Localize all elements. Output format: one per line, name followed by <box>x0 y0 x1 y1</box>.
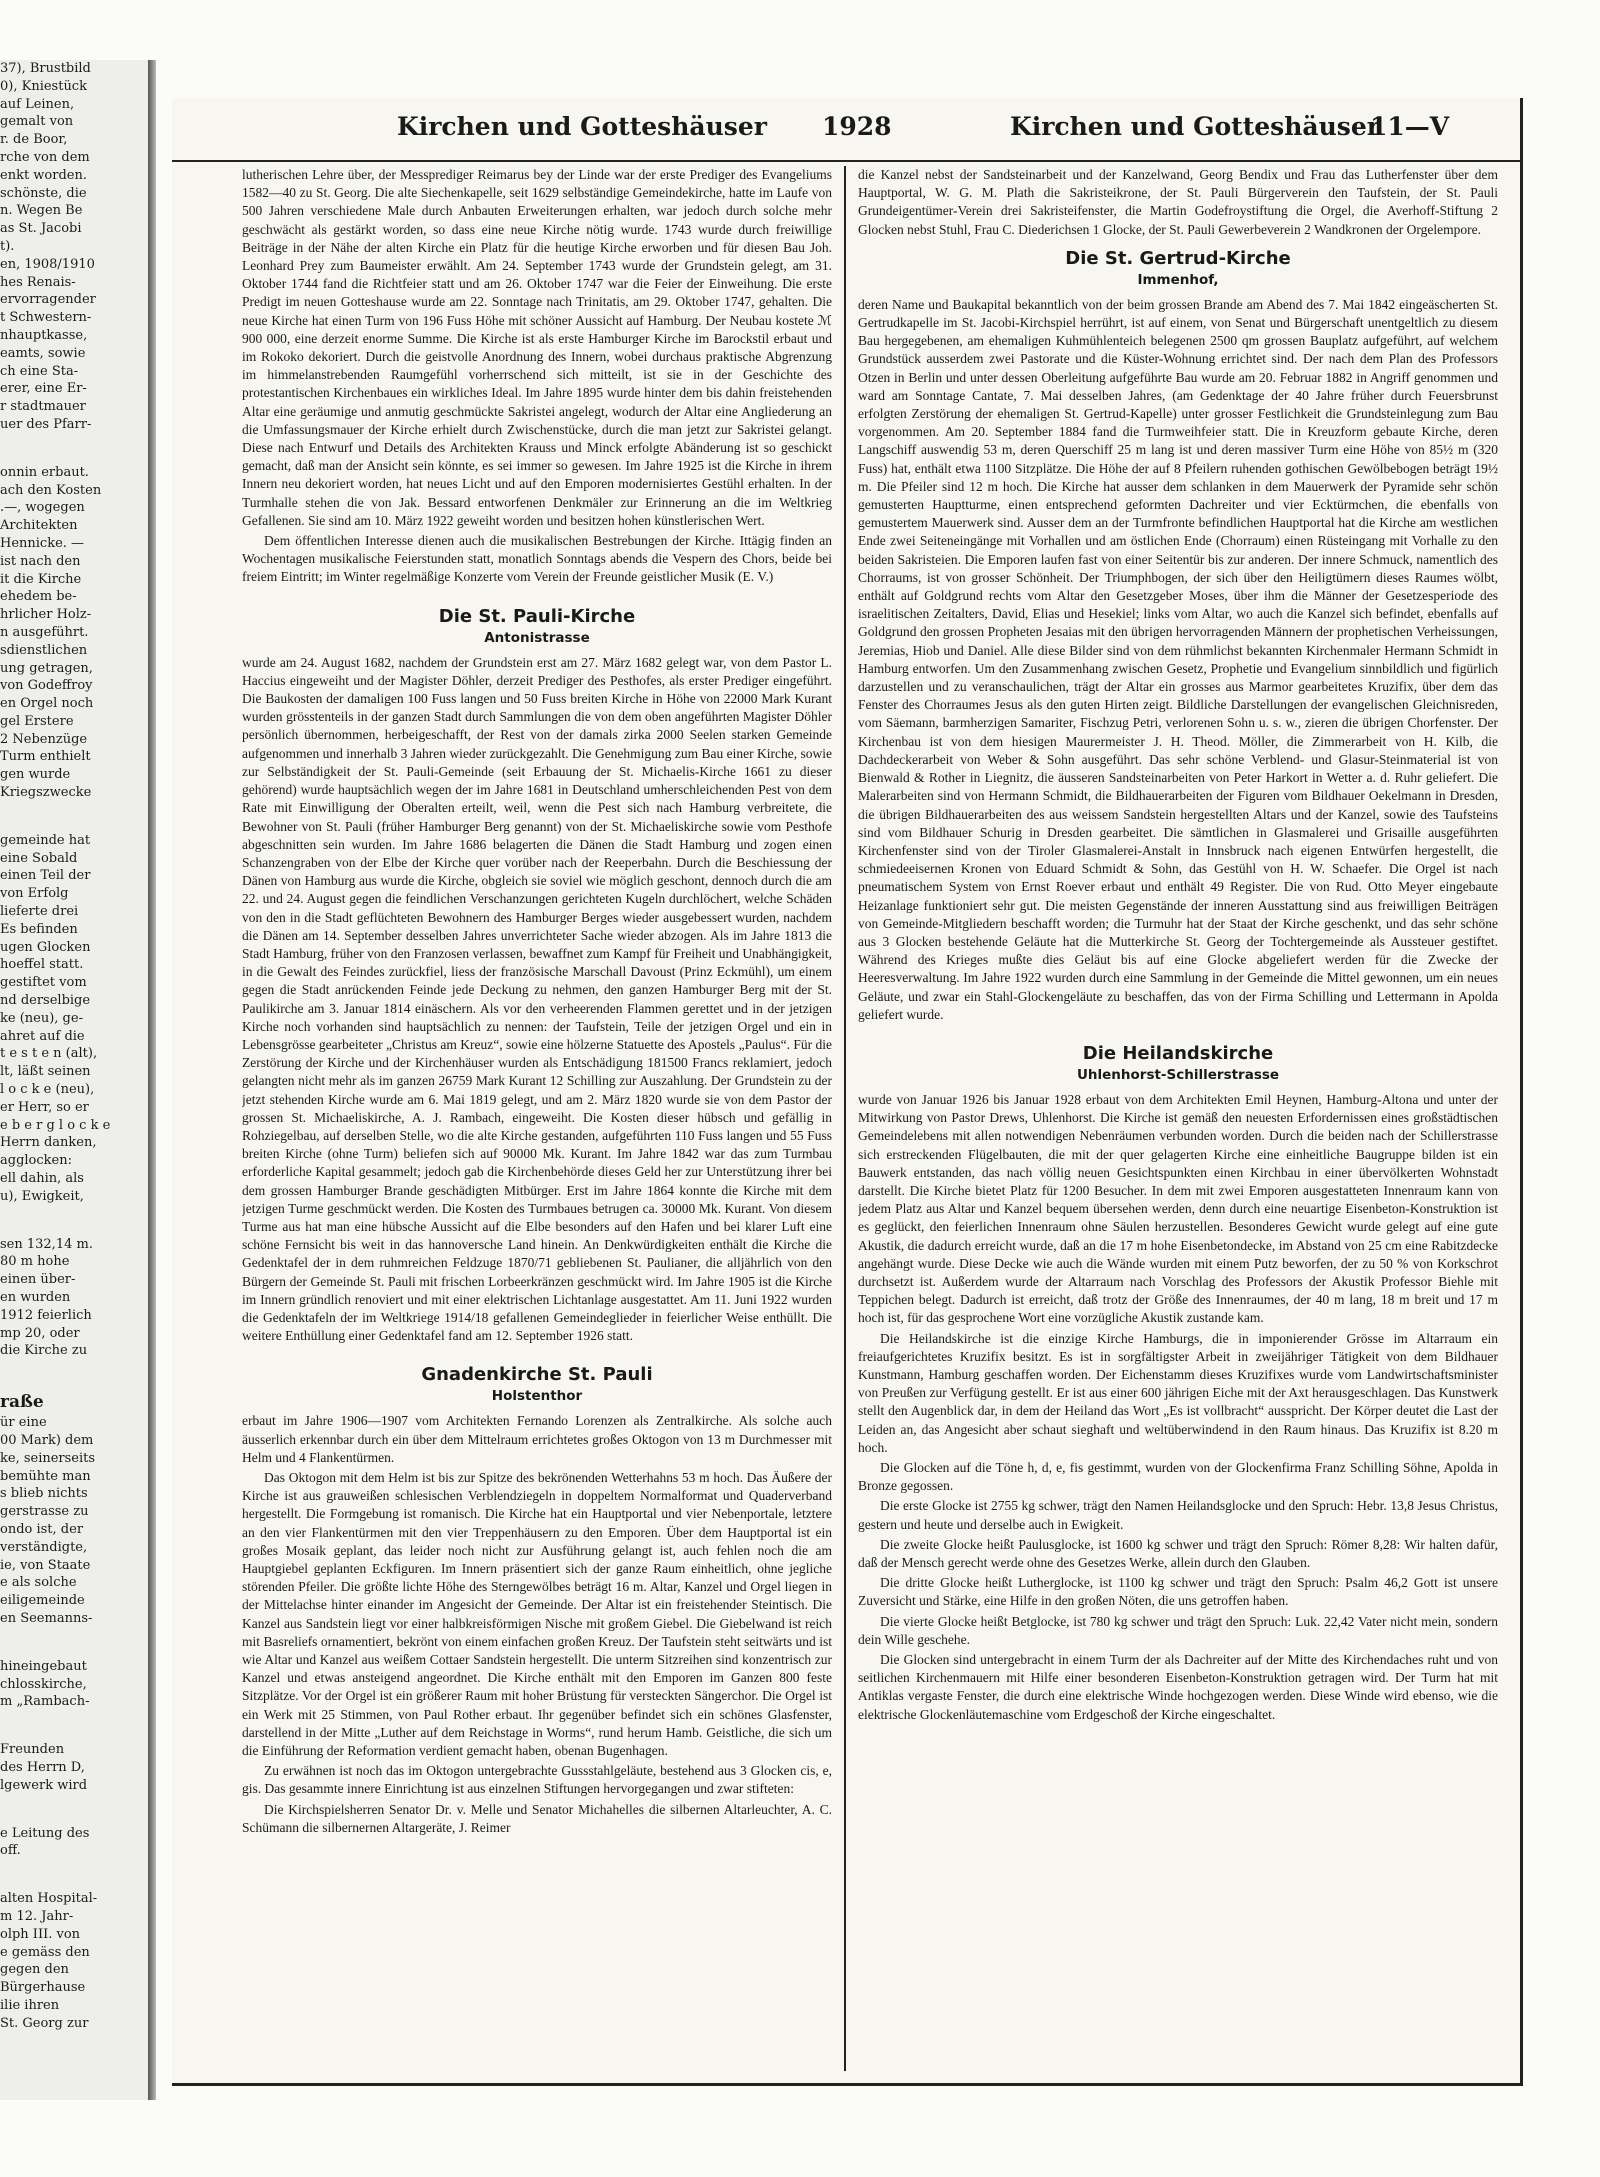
strip-text-fragment: onnin erbaut. <box>0 464 89 480</box>
strip-text-fragment: lt, läßt seinen <box>0 1064 91 1080</box>
strip-text-fragment: t Schwestern- <box>0 310 92 326</box>
strip-text-fragment: en, 1908/1910 <box>0 256 95 272</box>
section-title-st-pauli: Die St. Pauli-Kirche <box>438 605 636 627</box>
strip-text-fragment: e gemäss den <box>0 1944 90 1960</box>
strip-text-fragment: uer des Pfarr- <box>0 416 92 432</box>
right-column <box>858 166 1498 2071</box>
strip-text-fragment: e als solche <box>0 1575 77 1591</box>
strip-text-fragment: ung getragen, <box>0 660 93 676</box>
strip-text-fragment: Es befinden <box>0 921 78 937</box>
paragraph: wurde am 24. August 1682, nachdem der Grundstein erst am 27. März 1682 gelegt war, von dem Pastor L. Haccius eingeweiht und der Magister Döhler, derzeit Prediger des Pesthofes, als erster Prediger eingeführt. Die Baukosten der damaligen 100 Fuss langen und 50 Fuss breiten Kirche in Höhe von 22000 Mark Kurant wurden grösstenteils in der ganzen Stadt durch Sammlungen die von dem oben angeführten Magister Döhler persönlich übernommen, herbeigeschafft, der Rest von der damals zirka 2000 Seelen starken Gemeinde aufgenommen und innerhalb 3 Jahren wieder zurückgezahlt. Die Genehmigung zum Bau einer Kirche, sowie zur Selbständigkeit der St. Pauli-Gemeinde (seit Erbauung der St. Michaelis-Kirche 1661 zu dieser gehörend) wurde hauptsächlich wegen der im Jahre 1681 in Deutschland umherschleichenden Pest von dem Rate mit Einwilligung der Oberalten erteilt, weil, wenn die Pest sich nach Hamburg verbreitete, die Bewohner von St. Pauli (früher Hamburger Berg genannt) von der St. Michaeliskirche sowie vom Pesthofe abgeschnitten sein wurden. Im Jahre 1686 belagerten die Dänen die Stadt Hamburg und zogen einen Schanzengraben von der Elbe der Kirche quer vorüber nach der Reeperbahn. Durch die Beschiessung der Dänen von Hamburg aus wurde die Kirche, obgleich sie soviel wie möglich geschont, dennoch durch die am 22. und 24. August gegen die feindlichen Verschanzungen gerichteten Kugeln durchlöchert, welche Schäden von den in die Stadt geflüchteten Bewohnern des Hamburger Berges wieder ausgebessert wurden, nachdem die Dänen am 14. September desselben Jahres unverrichteter Sache wieder abzogen. Als im Jahre 1813 die Stadt Hamburg, früher von den Franzosen verlassen, bewaffnet zum Kampf für Freiheit und Unabhängigkeit, in die Gewalt des Feindes zurückfiel, liess der französische Marschall Davoust (Prinz Eckmühl), um einem gegen die Stadt anrückenden Feinde jede Deckung zu nehmen, den ganzen Hamburger Berg mit der St. Paulikirche am 3. Januar 1814 einäschern. Als vor den verheerenden Flammen gerettet und in der jetzigen Kirche noch vorhanden sind hauptsächlich zu nennen: der Taufstein, Teile der jetzigen Orgel und ein in Lebensgrösse gearbeiteter „Christus am Kreuz“, sowie eine hölzerne Statuette des Apostels „Paulus“. Für die Zerstörung der Kirche und der Kirchenhäuser wurden als Entschädigung 181500 Francs reklamiert, jedoch gelangten nicht mehr als im ganzen 26759 Mark Kurant 12 Schilling zur Auszahlung. Der Grundstein zu der jetzt stehenden Kirche wurde am 6. Mai 1819 gelegt, und am 2. März 1820 wurde sie von dem Pastor der grossen St. Michaeliskirche, A. J. Rambach, eingeweiht. Die Kosten dieser hübsch und gefällig in Rohziegelbau, auf derselben Stelle, wo die alte Kirche gestanden, aufgeführten 110 Fuss langen und 55 Fuss breiten Kirche (ohne Turm) beliefen sich auf 90000 Mk. Kurant. Im Jahre 1842 war das zum Turmbau erforderliche Kapital gesammelt; jedoch gab die Kirchenbehörde dieses Geld her zur Unterstützung ihrer bei dem grossen Hamburger Brande geschädigten Mitbürger. Erst im Jahre 1864 konnte die Kirche mit dem jetzigen Turme geschmückt werden. Die Kosten des Turmbaues betrugen ca. 30000 Mk. Kurant. Von diesem Turme aus hat man eine hübsche Aussicht auf die Elbe besonders auf den Hafen und bei klarer Luft eine schöne Fernsicht bis weit in das hannoversche Land hinein. An Denkwürdigkeiten enthält die Kirche die Gedenktafel der in dem ruhmreichen Feldzuge 1870/71 gebliebenen St. Paulianer, die alljährlich von den Bürgern der Gemeinde St. Pauli mit frischen Lorbeerkränzen geschmückt wird. Im Jahre 1905 ist die Kirche im Innern gründlich renoviert und mit einer elektrischen Lichtanlage ausgestattet. Am 11. Juni 1922 wurden die Gedenktafeln der im Weltkriege 1914/18 gefallenen Gemeindeglieder in feierlicher Weise enthüllt. Die weitere Enthüllung einer Gedenktafel fand am 12. September 1926 statt. <box>242 654 832 1344</box>
strip-text-fragment: ie, von Staate <box>0 1557 91 1573</box>
strip-text-fragment: enkt worden. <box>0 167 87 183</box>
page-gutter-shadow <box>148 60 156 2100</box>
strip-text-fragment: 80 m hohe <box>0 1254 70 1270</box>
strip-text-fragment: ch eine Sta- <box>0 363 79 379</box>
strip-text-fragment: as St. Jacobi <box>0 221 82 237</box>
strip-text-fragment: nd derselbige <box>0 993 91 1009</box>
strip-text-fragment: t). <box>0 238 15 254</box>
strip-text-fragment: auf Leinen, <box>0 96 75 112</box>
strip-text-fragment: ervorragender <box>0 292 96 308</box>
strip-text-fragment: ilie ihren <box>0 1997 60 2013</box>
strip-text-fragment: ach den Kosten <box>0 482 102 498</box>
strip-text-fragment: gegen den <box>0 1962 69 1978</box>
strip-text-fragment: n. Wegen Be <box>0 203 83 219</box>
strip-text-fragment: e Leitung des <box>0 1825 90 1841</box>
paragraph: Dem öffentlichen Interesse dienen auch die musikalischen Bestrebungen der Kirche. Ittägig finden an Wochentagen musikalische Feierstunden statt, monatlich Sonntags abends die Vespern des Chors, beide bei freiem Eintritt; im Winter regelmäßige Konzerte vom Verein der Freunde geistlicher Musik (E. V.) <box>242 533 832 585</box>
paragraph: Die vierte Glocke heißt Betglocke, ist 780 kg schwer und trägt den Spruch: Luk. 22,42 Vater nicht mein, sondern dein Wille geschehe. <box>858 1613 1498 1647</box>
strip-text-fragment: von Godeffroy <box>0 678 93 694</box>
strip-text-fragment: en Orgel noch <box>0 696 94 712</box>
strip-block-1 <box>0 60 150 434</box>
strip-text-fragment: verständigte, <box>0 1539 88 1555</box>
strip-text-fragment: er Herr, so er <box>0 1099 89 1115</box>
paragraph: Die Glocken sind untergebracht in einem Turm der als Dachreiter auf der Mitte des Kirchendaches ruht und von seitlichen Kirchenmauern mit Hilfe einer besonderen Eisenbeton-Konstruktion getragen wird. Der Turm hat mit Antiklas vergaste Fenster, die durch eine elektrische Winde hochgezogen werden. Diese Winde wird ebenso, wie die elektrische Glockenläutemaschine vom Erdgeschoß der Kirche eingeschaltet. <box>858 1652 1498 1722</box>
strip-text-fragment: von Erfolg <box>0 886 69 902</box>
strip-text-fragment: gemalt von <box>0 114 74 130</box>
strip-text-fragment: gestiftet vom <box>0 975 87 991</box>
strip-text-fragment: hes Renais- <box>0 274 76 290</box>
paragraph: Die zweite Glocke heißt Paulusglocke, ist 1600 kg schwer und trägt den Spruch: Römer 8,28: Wir halten dafür, daß der Mensch gerecht werde ohne des Gesetzes Werke, allein durch den Glauben. <box>858 1536 1498 1571</box>
strip-block-4 <box>0 1236 150 1361</box>
header-left-title: Kirchen und Gotteshäuser <box>397 112 767 141</box>
paragraph: Die Heilandskirche ist die einzige Kirche Hamburgs, die in imponierender Grösse im Altarraum ein freiaufgerichtetes Kruzifix besitzt. Es ist in sorgfältigster Arbeit in zweijähriger Tätigkeit von dem Bildhauer Kunstmann, Hamburg geschaffen worden. Der Eichenstamm dieses Kruzifixes wurde vom Landwirtschaftsminister von Preußen zur Verfügung gestellt. Er ist aus einer 600 jährigen Eiche mit der Axt herausgeschlagen. Das Kunstwerk stellt den Augenblick dar, in dem der Heiland das Wort „Es ist vollbracht“ ausspricht. Der Körper deutet die Last der Leiden an, das Angesicht aber schaut sieghaft und weltüberwindend in den Raum hinaus. Das Kruzifix ist 8.20 m hoch. <box>858 1330 1498 1455</box>
strip-text-fragment: 2 Nebenzüge <box>0 731 88 747</box>
strip-text-fragment: eamts, sowie <box>0 345 86 361</box>
strip-text-fragment: Architekten <box>0 518 78 534</box>
strip-text-fragment: eiligemeinde <box>0 1593 85 1609</box>
strip-block-2 <box>0 464 150 802</box>
strip-text-fragment: m „Rambach- <box>0 1694 90 1710</box>
strip-block-8 <box>0 1825 150 1861</box>
strip-text-fragment: u), Ewigkeit, <box>0 1188 84 1204</box>
strip-text-fragment: Kriegszwecke <box>0 785 92 801</box>
strip-block-7 <box>0 1741 150 1794</box>
paragraph: Die Glocken auf die Töne h, d, e, fis gestimmt, wurden von der Glockenfirma Franz Schilling Söhne, Apolda in Bronze gegossen. <box>858 1460 1498 1494</box>
section-subtitle-st-pauli: Antonistrasse <box>484 629 590 646</box>
strip-text-fragment: Freunden <box>0 1742 65 1758</box>
strip-text-fragment: r stadtmauer <box>0 399 86 415</box>
strip-text-fragment: gerstrasse zu <box>0 1504 89 1520</box>
strip-block-3 <box>0 832 150 1206</box>
strip-text-fragment: m 12. Jahr- <box>0 1908 74 1924</box>
strip-text-fragment: Herrn danken, <box>0 1135 97 1151</box>
header-year: 1928 <box>822 112 892 141</box>
section-subtitle-st-gertrud: Immenhof, <box>1137 271 1219 288</box>
paragraph: lutherischen Lehre über, der Messprediger Reimarus bey der Linde war der erste Prediger des Evangeliums 1582—40 zu St. Georg. Die alte Siechenkapelle, seit 1629 selbständige Gemeindekirche, hatte im Laufe von 500 Jahren verschiedene Male durch Anbauten Erweiterungen erhalten, war jedoch durch solche mehr geschwächt als gestärkt worden, so dass eine neue Kirche nötig wurde. 1743 wurde durch freiwillige Beiträge in der Nähe der alten Kirche ein Platz für die heutige Kirche erworben und für diesen Bau Joh. Leonhard Prey zum Baumeister erwählt. Am 24. September 1743 wurde der Grundstein gelegt, am 31. Oktober 1744 fand die Richtfeier statt und am 26. Oktober 1747 war die Feier der Einweihung. Die erste Predigt im neuen Gotteshause wurde am 22. Sonntage nach Trinitatis, am 29. Oktober 1747, gehalten. Die neue Kirche hat einen Turm von 196 Fuss Höhe mit schöner Aussicht auf Hamburg. Der Neubau kostete ℳ 900 000, eine derzeit enorme Summe. Die Kirche ist als erste Hamburger Kirche im Barockstil erbaut und im Rokoko dekoriert. Durch die geistvolle Anordnung des Innern, wobei durchaus praktische Abgrenzung im himmelanstrebenden Raumgefühl vorherrschend sich mitteilt, ist sie in der Geschichte des protestantischen Kirchenbaues ein wirkliches Ideal. Im Jahre 1895 wurde hinter dem bis dahin freistehenden Altar eine geräumige und anmutig geschmückte Sakristei angelegt, wodurch der Altar eine Angliederung an die Umfassungsmauer der Kirche erhielt durch Zwischenstücke, durch die man jetzt zur Sakristei gelangt. Diese nach Entwurf und Details des Architekten Krauss und Minck erfolgte Abänderung ist so geschickt gemacht, daß man der Ansicht sein könnte, es sei immer so gewesen. Im Jahre 1925 ist die Kirche in ihrem Innern neu dekoriert worden, hat neues Licht und auf den Emporen modernisiertes Gestühl erhalten. In der Turmhalle stehen die von Jak. Bessard entworfenen Denkmäler zur Erinnerung an die im Weltkrieg Gefallenen. Sie sind am 10. März 1922 geweiht worden und besitzen hohen künstlerischen Wert. <box>242 167 832 528</box>
strip-text-fragment: n ausgeführt. <box>0 624 89 640</box>
strip-text-fragment: r. de Boor, <box>0 132 68 148</box>
strip-heading: raße <box>0 1392 44 1413</box>
strip-text-fragment: en Seemanns- <box>0 1610 93 1626</box>
strip-text-fragment: bemühte man <box>0 1468 91 1484</box>
strip-text-fragment: erer, eine Er- <box>0 381 87 397</box>
strip-text-fragment: einen über- <box>0 1272 76 1288</box>
strip-text-fragment: hrlicher Holz- <box>0 607 92 623</box>
strip-text-fragment: ugen Glocken <box>0 939 91 955</box>
left-column <box>242 166 832 2071</box>
strip-text-fragment: die Kirche zu <box>0 1343 88 1359</box>
strip-text-fragment: ke, seinerseits <box>0 1450 96 1466</box>
paragraph: Die dritte Glocke heißt Lutherglocke, ist 1100 kg schwer und trägt den Spruch: Psalm 46,2 Gott ist unsere Zuversicht und Stärke, eine Hilfe in den großen Nöten, die uns getroffen haben. <box>858 1575 1498 1609</box>
strip-text-fragment: rche von dem <box>0 149 90 165</box>
strip-text-fragment: alten Hospital- <box>0 1891 98 1907</box>
strip-text-fragment: 37), Brustbild <box>0 61 91 76</box>
strip-text-fragment: .—, wogegen <box>0 500 85 516</box>
section-title-gnadenkirche: Gnadenkirche St. Pauli <box>421 1364 653 1386</box>
paragraph: Die erste Glocke ist 2755 kg schwer, trägt den Namen Heilandsglocke und den Spruch: Hebr. 13,8 Jesus Christus, gestern und heute und derselbe auch in Ewigkeit. <box>858 1498 1498 1532</box>
running-header <box>172 98 1520 162</box>
page-content <box>172 98 1523 2086</box>
strip-text-fragment: gemeinde hat <box>0 832 91 848</box>
strip-block-6 <box>0 1658 150 1711</box>
strip-text-fragment: sdienstlichen <box>0 642 88 658</box>
strip-text-fragment: gel Erstere <box>0 713 74 729</box>
strip-text-fragment: ahret auf die <box>0 1028 85 1044</box>
strip-text-fragment: ondo ist, der <box>0 1521 84 1537</box>
strip-text-fragment: e b e r g l o c k e <box>0 1117 111 1133</box>
section-subtitle-heilandskirche: Uhlenhorst-Schillerstrasse <box>1076 1066 1280 1083</box>
page-number: 11—V <box>1370 112 1450 141</box>
strip-text-fragment: Turm enthielt <box>0 749 91 765</box>
strip-text-fragment: einen Teil der <box>0 868 91 884</box>
strip-block-9 <box>0 1890 150 2032</box>
strip-text-fragment: it die Kirche <box>0 571 82 587</box>
strip-text-fragment: gen wurde <box>0 767 71 783</box>
strip-text-fragment: olph III. von <box>0 1926 81 1942</box>
paragraph: erbaut im Jahre 1906—1907 vom Architekten Fernando Lorenzen als Zentralkirche. Als solche auch äusserlich erkennbar durch ein über dem Mittelraum errichtetes großes Oktogon von 13 m Durchmesser mit Helm und 4 Flankentürmen. <box>242 1413 832 1465</box>
strip-text-fragment: Hennicke. — <box>0 535 85 551</box>
strip-text-fragment: sen 132,14 m. <box>0 1236 93 1252</box>
strip-text-fragment: t e s t e n (alt), <box>0 1046 98 1062</box>
column-divider <box>844 166 846 2071</box>
strip-text-fragment: ür eine <box>0 1415 47 1431</box>
strip-text-fragment: s blieb nichts <box>0 1486 88 1502</box>
strip-text-fragment: nhauptkasse, <box>0 327 88 343</box>
paragraph: Zu erwähnen ist noch das im Oktogon untergebrachte Gussstahlgeläute, bestehend aus 3 Glocken cis, e, gis. Das gesammte innere Einrichtung ist aus einzelnen Stiftungen hervorgegangen und zwar stifteten: <box>242 1763 832 1797</box>
paragraph: wurde von Januar 1926 bis Januar 1928 erbaut von dem Architekten Emil Heynen, Hamburg-Altona und unter der Mitwirkung von Pastor Drews, Uhlenhorst. Die Kirche ist gemäß den neuesten Erfordernissen eines großstädtischen Gemeindelebens mit allen notwendigen Nebenräumen verbunden worden. Durch die beiden nach der Schillerstrasse sich erstreckenden Flügelbauten, die mit der quer gelagerten Kirche eine einheitliche Baugruppe bilden ist ein Bauwerk entstanden, das nach völlig neuen Gesichtspunkten einen Kirchbau in einer übervölkerten Wohnstadt darstellt. Die Kirche bietet Platz für 1200 Besucher. In dem mit zwei Emporen ausgestatteten Innenraum kann von jedem Platz aus Altar und Kanzel bequem übersehen werden, denn durch eine neuartige Eisenbeton-Konstruktion ist es geglückt, den feierlichen Innenraum ohne Säulen herzustellen. Besonderes Gewicht wurde gelegt auf eine gute Akustik, die dadurch erreicht wurde, daß an die 17 m hohe Eisenbetondecke, im Abstand von 25 cm eine Rabitzdecke angehängt wurde. Diese Decke wie auch die Wände wurden mit einem Putz beworfen, der zu 50 % von Korkschrot durchsetzt ist. Außerdem wurde der Altarraum nach Vorschlag des Professors der Akustik Professor Biehle mit Teppichen belegt. Dadurch ist erreicht, daß trotz der Größe des Innenraumes, der 40 m lang, 18 m breit und 17 m hoch ist, für das gesprochene Wort eine vorzügliche Akustik zustande kam. <box>858 1091 1498 1326</box>
strip-text-fragment: ke (neu), ge- <box>0 1010 83 1026</box>
strip-text-fragment: agglocken: <box>0 1153 72 1169</box>
strip-text-fragment: ehedem be- <box>0 589 77 605</box>
paragraph: deren Name und Baukapital bekanntlich von der beim grossen Brande am Abend des 7. Mai 1842 eingeäscherten St. Gertrudkapelle im St. Jacobi-Kirchspiel herrührt, ist auf einem, von Senat und Bürgerschaft unentgeltlich zu diesem Bau hergegebenen, am ehemaligen Kuhmühlenteich belegenen 2500 qm grossen Bauplatz aufgeführt, auf welchem Grundstück ausserdem zwei Pastorate und die Küster-Wohnung errichtet sind. Der nach dem Plan des Professors Otzen in Berlin und unter dessen Oberleitung aufgeführte Bau wurde am 20. Februar 1882 in Angriff genommen und ward am Sonntage Cantate, 7. Mai desselben Jahres, (am Gedenktage der 40 Jahre früher durch Feuersbrunst erfolgten Zerstörung der ehemaligen St. Gertrud-Kapelle) unter grosser Festlichkeit die Grundsteinlegung zum Bau vorgenommen. Am 20. September 1884 fand die Turmweihfeier statt. Die in Kreuzform gebaute Kirche, deren Langschiff auswendig 53 m, deren Querschiff 25 m lang ist und deren massiver Turm eine Höhe von 85½ m (320 Fuss) hat, enthält etwa 1100 Sitzplätze. Die Höhe der auf 8 Pfeilern ruhenden gothischen Gewölbebogen beträgt 19½ m. Die Pfeiler sind 12 m hoch. Die Kirche hat ausser dem schlanken in dem Mauerwerk der Pyramide sehr schön gemusterten Hauptturme, einen entsprechend geformten Dachreiter und vier Ecktürmchen, die ebenfalls von gemustertem Mauerwerk sind. Ausser dem an der Turmfronte befindlichen Hauptportal hat die Kirche am westlichen Ende zwei Seiteneingänge mit Vorhallen und am östlichen Ende (Chorraum) einen Rüsteingang mit Vorhalle zu den beiden Sakristeien. Die Emporen laufen fast von einer Seitentür bis zur anderen. Der innere Schmuck, namentlich des Chorraums, ist von grosser Schönheit. Der Triumphbogen, der sich über den Heiligtümern dieses Raumes wölbt, enthält auf Goldgrund rechts vom Altar den Gesetzgeber Moses, über ihm die Männer der Gesetzesperiode des israelitischen Zeitalters, David, Elias und Hesekiel; links vom Altar, wo auch die Kanzel sich befindet, ebenfalls auf Goldgrund den grossen Propheten Jesaias mit den übrigen hervorragenden Männern der prophetischen Verheissungen, Jeremias, Hiob und Daniel. Alle diese Bilder sind von dem rühmlichst bekannten Kirchenmaler Hermann Schmidt in Hamburg entworfen. Um den Zusammenhang zwischen Gesetz, Prophetie und Evangelium sinnbildlich und figürlich darzustellen und zu veranschaulichen, trägt der Altar ein grosses aus Marmor gearbeitetes Kruzifix, über dem das Fenster des Chorraumes Jesus als den guten Hirten zeigt. Bildliche Darstellungen der evangelischen Gleichnisreden, vom Säemann, barmherzigen Samariter, Fischzug Petri, verlorenen Sohn u. s. w., zieren die übrigen Chorfenster. Der Kirchenbau ist von dem hiesigen Maurermeister J. H. Theod. Möller, die Zimmerarbeit von H. Kilb, die Dachdeckerarbeit von Weber & Sohn ausgeführt. Das sehr schöne Verblend- und Glasur-Steinmaterial ist von Bienwald & Rother in Liegnitz, die äusseren Sandsteinarbeiten von Peter Harkort in Wetter a. d. Ruhr geliefert. Die Malerarbeiten sind von Hermann Schmidt, die Bildhauerarbeiten der Figuren vom Bildhauer Oekelmann in Dresden, die übrigen Bildhauerarbeiten des aus weissem Sandstein hergestellten Altars und der Kanzel, sowie des Taufsteins sind vom Bildhauer Schurig in Dresden gearbeitet. Die sämtlichen in Glasmalerei und Grisaille ausgeführten Kirchenfenster sind von der Tiroler Glasmalerei-Anstalt in Innsbruck nach eigenen Entwürfen hergestellt, die schmiedeeisernen Kronen von Eduard Schmidt & Sohn, das Gestühl von H. W. Schaefer. Die Orgel ist nach pneumatischem System von Ernst Roever erbaut und enthält 49 Register. Die von Rud. Otto Meyer eingebaute Heizanlage funktioniert sehr gut. Die meisten Gegenstände der inneren Ausstattung sind aus freiwilligen Beiträgen von Gemeinde-Mitgliedern beschafft worden; die Turmuhr hat der Staat der Kirche geschenkt, und das sehr schöne aus 3 Glocken bestehende Geläute hat die Mutterkirche St. Georg der Tochtergemeinde als Aussteuer gestiftet. Während des Krieges mußte dies Geläut bis auf eine Glocke abgeliefert werden für die Zwecke der Heeresverwaltung. Im Jahre 1922 wurden durch eine Sammlung in der Gemeinde die Mittel gewonnen, um ein neues Geläute, und zwar ein Stahl-Glockengeläute zu beschaffen, das von der Firma Schilling und Lettermann in Apolda geliefert wurde. <box>858 296 1498 1022</box>
strip-text-fragment: hineingebaut <box>0 1658 87 1674</box>
strip-text-fragment: Bürgerhause <box>0 1980 86 1996</box>
strip-text-fragment: lgewerk wird <box>0 1777 88 1793</box>
section-title-st-gertrud: Die St. Gertrud-Kirche <box>1065 247 1291 269</box>
strip-text-fragment: off. <box>0 1843 21 1859</box>
strip-block-5 <box>0 1414 150 1628</box>
section-title-heilandskirche: Die Heilandskirche <box>1082 1042 1274 1064</box>
strip-text-fragment: eine Sobald <box>0 850 78 866</box>
strip-text-fragment: 00 Mark) dem <box>0 1432 94 1448</box>
strip-text-fragment: chlosskirche, <box>0 1676 87 1692</box>
strip-text-fragment: des Herrn D, <box>0 1759 85 1775</box>
header-right-title: Kirchen und Gotteshäuser <box>1010 112 1380 141</box>
strip-text-fragment: 1912 feierlich <box>0 1307 92 1323</box>
adjacent-page-strip <box>0 60 150 2100</box>
section-subtitle-gnadenkirche: Holstenthor <box>491 1388 583 1405</box>
strip-text-fragment: l o c k e (neu), <box>0 1082 95 1098</box>
paragraph: Das Oktogon mit dem Helm ist bis zur Spitze des bekrönenden Wetterhahns 53 m hoch. Das Äußere der Kirche ist aus grauweißen schlesischen Verblendziegeln in doppeltem Normalformat und Quaderverband hergestellt. Die Formgebung ist romanisch. Die Kirche hat ein Hauptportal und vier Nebenportale, letztere an den vier Flankentürmen mit den vier Treppenhäusern zu den Emporen. Über dem Hauptportal ist ein großes Mosaik geplant, das leider noch nicht zur Ausführung gelangt ist, auch fehlen noch die am Hauptgiebel geplanten Eckfiguren. Im Innern präsentiert sich der ganze Raum einheitlich, ohne jegliche störenden Pfeiler. Die größte lichte Höhe des Sterngewölbes beträgt 16 m. Altar, Kanzel und Orgel liegen in der Mittelachse hinter einander im Angesicht der Gemeinde. Der Altar ist ein freistehender Steintisch. Die Kanzel aus Sandstein liegt vor einer halbkreisförmigen Nische mit großem Giebel. Die Giebelwand ist reich mit Basreliefs ornamentiert, bekrönt von einem einfachen großen Kreuz. Der Taufstein steht seitwärts und ist wie Altar und Kanzel aus weißem Cottaer Sandstein hergestellt. Die unterm Sitzreihen sind konzentrisch zur Kanzel und etwas ansteigend angeordnet. Die Kirche enthält mit den Emporen im Ganzen 800 feste Sitzplätze. Vor der Orgel ist ein größerer Raum mit hoher Brüstung für versteckten Sängerchor. Die Orgel ist ein Werk mit 25 Stimmen, von Paul Rother erbaut. Ihr gegenüber befindet sich ein schönes Glasfenster, darstellend in der Mitte „Luther auf dem Reichstage in Worms“, rund herum Hamb. Geistliche, die sich um die Einführung der Reformation verdient gemacht haben, obenan Bugenhagen. <box>242 1470 832 1759</box>
strip-text-fragment: 0), Kniestück <box>0 78 87 94</box>
strip-text-fragment: lieferte drei <box>0 904 79 920</box>
paragraph: die Kanzel nebst der Sandsteinarbeit und der Kanzelwand, Georg Bendix und Frau das Lutherfenster über dem Hauptportal, W. G. M. Plath die Sakristeikrone, der St. Pauli Bürgerverein den Taufstein, der St. Pauli Grundeigentümer-Verein drei Sakristeifenster, die Martin Godefroystiftung die Orgel, die Averhoff-Stiftung 2 Glocken nebst Stuhl, Frau C. Diederichsen 1 Glocke, der St. Pauli Gewerbeverein 2 Wandkronen der Orgelempore. <box>858 167 1498 237</box>
strip-text-fragment: ist nach den <box>0 553 81 569</box>
paragraph: Die Kirchspielsherren Senator Dr. v. Melle und Senator Michahelles die silbernen Altarleuchter, A. C. Schümann die silbernernen Altargeräte, J. Reimer <box>242 1801 832 1835</box>
strip-text-fragment: ell dahin, als <box>0 1171 84 1187</box>
strip-text-fragment: en wurden <box>0 1290 71 1305</box>
strip-text-fragment: mp 20, oder <box>0 1325 80 1341</box>
strip-text-fragment: schönste, die <box>0 185 87 201</box>
strip-text-fragment: hoeffel statt. <box>0 957 84 973</box>
strip-text-fragment: St. Georg zur <box>0 2015 89 2031</box>
